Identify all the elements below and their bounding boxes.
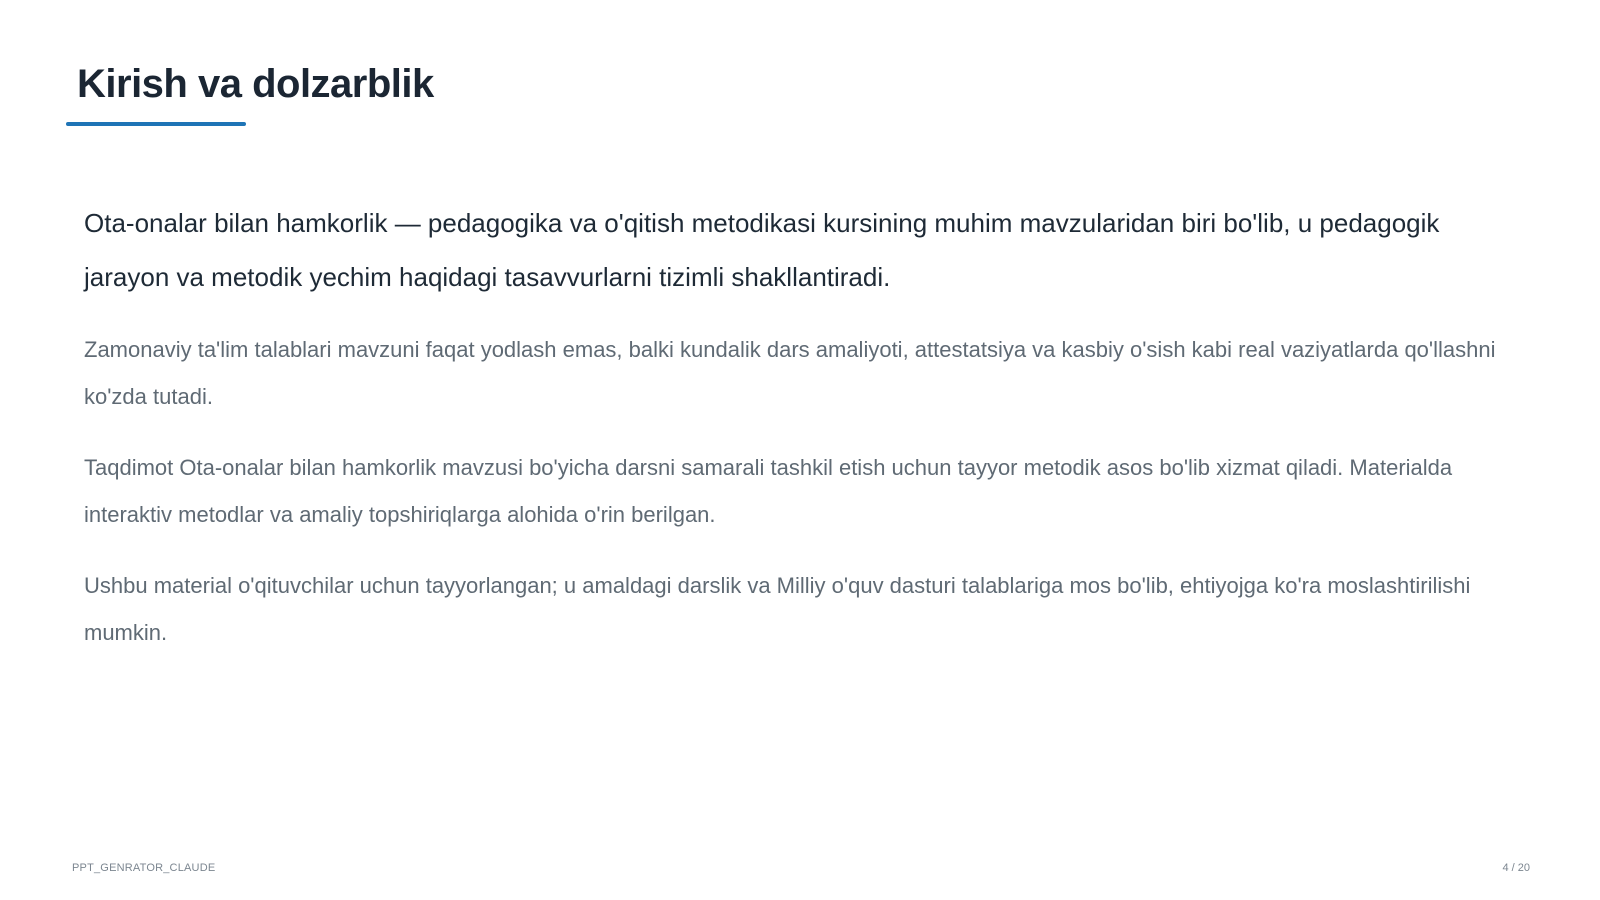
slide-body (84, 196, 1524, 680)
body-paragraph-3: Ushbu material o'qituvchilar uchun tayyorlangan; u amaldagi darslik va Milliy o'quv dasturi talablariga mos bo'lib, ehtiyojga ko'ra moslashtirilishi mumkin. (84, 573, 1471, 645)
slide-title: Kirish va dolzarblik (77, 62, 434, 106)
title-underline (66, 122, 246, 126)
footer-brand: PPT_GENRATOR_CLAUDE (72, 862, 216, 874)
lead-paragraph: Ota-onalar bilan hamkorlik — pedagogika va o'qitish metodikasi kursining muhim mavzularidan biri bo'lib, u pedagogik jarayon va metodik yechim haqidagi tasavvurlarni tizimli shakllantiradi. (84, 208, 1440, 292)
body-paragraph-2: Taqdimot Ota-onalar bilan hamkorlik mavzusi bo'yicha darsni samarali tashkil etish uchun tayyor metodik asos bo'lib xizmat qiladi. Materialda interaktiv metodlar va amaliy topshiriqlarga alohida o'rin berilgan. (84, 455, 1453, 527)
page-indicator: 4 / 20 (1502, 862, 1530, 874)
body-paragraph-1: Zamonaviy ta'lim talablari mavzuni faqat yodlash emas, balki kundalik dars amaliyoti, attestatsiya va kasbiy o'sish kabi real vaziyatlarda qo'llashni ko'zda tutadi. (84, 337, 1496, 409)
